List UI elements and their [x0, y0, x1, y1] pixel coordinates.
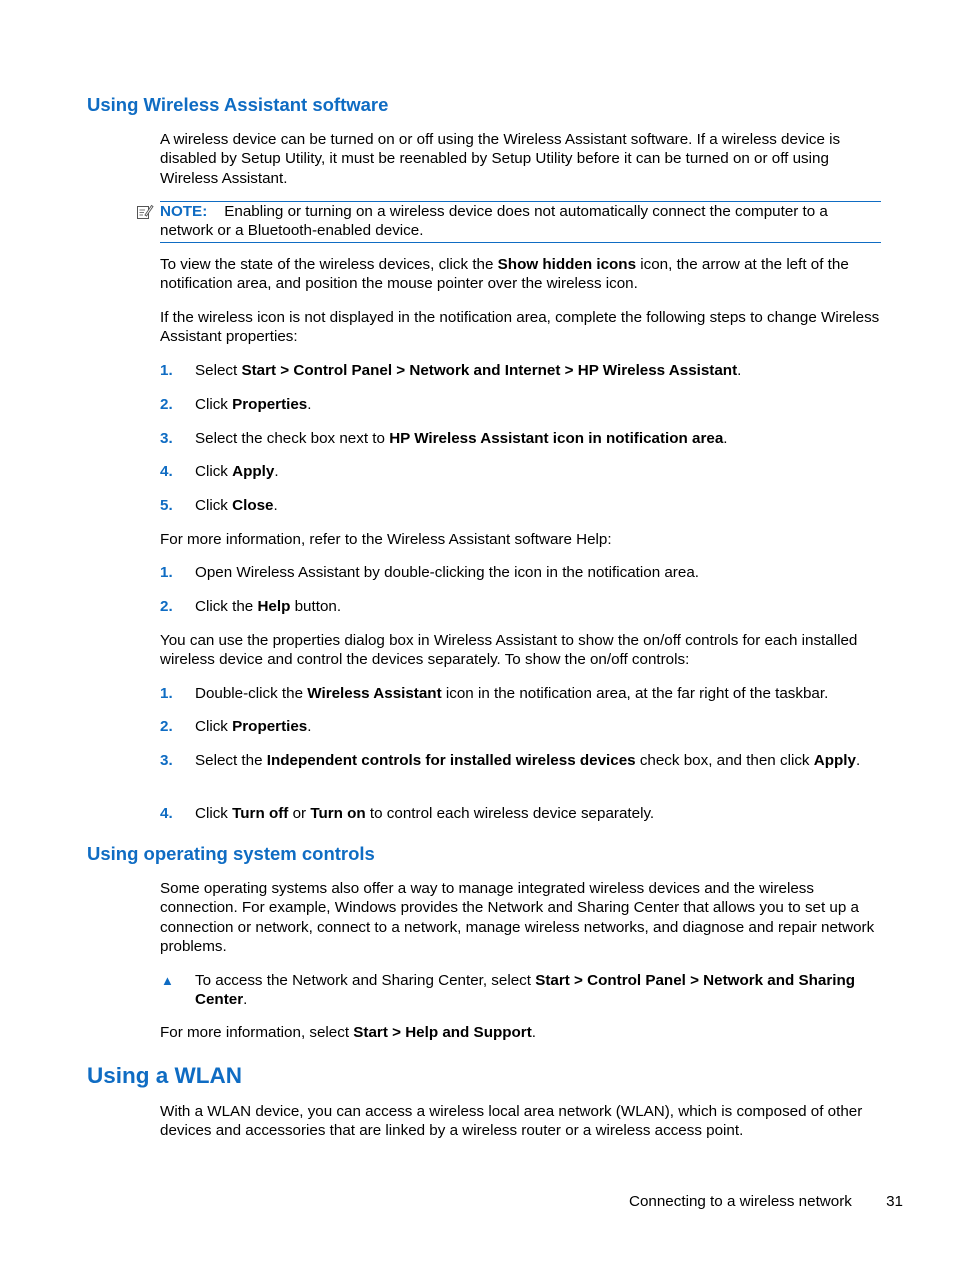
text-run: Click	[195, 805, 233, 822]
paragraph-view-state	[160, 255, 885, 294]
step-text	[195, 804, 885, 823]
text-run: For more information, select	[160, 1024, 354, 1041]
step-number: 2.	[160, 598, 173, 615]
section-heading-wireless-assistant: Using Wireless Assistant software	[87, 94, 389, 115]
bold-text: Independent controls for installed wireless devices	[266, 752, 636, 769]
step-text	[195, 429, 885, 448]
step-number: 1.	[160, 362, 173, 379]
triangle-bullet-icon: ▲	[161, 973, 174, 988]
step-number: 2.	[160, 718, 173, 735]
text-run: Click	[195, 718, 233, 735]
step-number: 3.	[160, 752, 173, 769]
paragraph-help-support	[160, 1023, 885, 1042]
bullet-network-sharing	[195, 971, 885, 1010]
step-text	[195, 597, 885, 616]
section-heading-os-controls: Using operating system controls	[87, 843, 375, 864]
page-number: 31	[886, 1193, 903, 1210]
step-number: 4.	[160, 805, 173, 822]
text-run: Select	[195, 362, 242, 379]
text-run: .	[307, 396, 312, 413]
step-text	[195, 395, 885, 414]
paragraph-more-info: For more information, refer to the Wireless Assistant software Help:	[160, 531, 612, 548]
text-run: Click	[195, 463, 233, 480]
text-run: To access the Network and Sharing Center, select	[195, 972, 536, 989]
note-content	[160, 202, 881, 241]
section-heading-wlan: Using a WLAN	[87, 1063, 242, 1088]
intro-paragraph: A wireless device can be turned on or off using the Wireless Assistant software. If a wireless device is disabled by Setup Utility, it must be reenabled by Setup Utility before it can be turned on or off using Wireless Assistant.	[160, 131, 841, 187]
bold-text: Apply	[813, 752, 856, 769]
text-run: icon in the notification area, at the far right of the taskbar.	[441, 685, 829, 702]
step-text	[195, 717, 885, 736]
step-text	[195, 751, 885, 770]
bold-text: Apply	[232, 463, 275, 480]
text-run: .	[737, 362, 742, 379]
wlan-intro: With a WLAN device, you can access a wireless local area network (WLAN), which is composed of other devices and accessories that are linked by a wireless router or a wireless access point.	[160, 1103, 863, 1140]
step-number: 5.	[160, 497, 173, 514]
bold-text: Properties	[232, 396, 308, 413]
step-text	[195, 462, 885, 481]
bold-text: Help	[257, 598, 291, 615]
text-run: Open Wireless Assistant by double-clicking the icon in the notification area.	[195, 564, 699, 581]
text-run: .	[723, 430, 728, 447]
text-run: .	[855, 752, 861, 769]
note-text: Enabling or turning on a wireless device does not automatically connect the computer to a network or a Bluetooth-enabled device.	[160, 203, 828, 240]
bold-text: Close	[232, 497, 274, 514]
paragraph-not-displayed: If the wireless icon is not displayed in the notification area, complete the following steps to change Wireless Assistant properties:	[160, 309, 880, 346]
step-text	[195, 684, 885, 703]
paragraph-properties-dialog: You can use the properties dialog box in Wireless Assistant to show the on/off controls for each installed wireless device and control the devices separately. To show the on/off controls:	[160, 632, 858, 669]
step-number: 3.	[160, 430, 173, 447]
bold-text: Wireless Assistant	[307, 685, 442, 702]
text-run: button.	[290, 598, 342, 615]
text-run: Select the check box next to	[195, 430, 390, 447]
step-text	[195, 496, 885, 515]
text-run: .	[274, 463, 279, 480]
text-run: icon, the arrow at the left of the notification area, and position the mouse pointer over the wireless icon.	[160, 256, 849, 293]
bold-text: Turn off	[232, 805, 289, 822]
text-run: Click	[195, 396, 233, 413]
step-number: 1.	[160, 685, 173, 702]
bold-text-path: Start > Control Panel > Network and Sharing Center	[195, 972, 856, 1009]
step-number: 4.	[160, 463, 173, 480]
bold-text: Turn on	[310, 805, 366, 822]
text-run: .	[243, 991, 248, 1009]
text-run: Click the	[195, 598, 258, 615]
text-run: .	[273, 497, 278, 514]
text-run: To view the state of the wireless devices, click the	[160, 256, 498, 273]
text-run: Double-click the	[195, 685, 308, 702]
text-run: Click	[195, 497, 233, 514]
text-run: check box, and then click	[635, 752, 814, 769]
text-run: .	[307, 718, 312, 735]
bold-text-show-hidden-icons: Show hidden icons	[497, 256, 637, 273]
text-run: or	[288, 805, 311, 822]
bold-text: HP Wireless Assistant icon in notification area	[389, 430, 724, 447]
text-run: Select the	[195, 752, 267, 769]
text-run: .	[531, 1024, 536, 1041]
step-text	[195, 563, 885, 582]
step-number: 2.	[160, 396, 173, 413]
bold-text: Properties	[232, 718, 308, 735]
step-number: 1.	[160, 564, 173, 581]
note-pencil-icon	[136, 203, 154, 221]
step-text	[195, 361, 885, 380]
page-footer	[629, 1192, 903, 1211]
note-label: NOTE:	[160, 203, 208, 220]
note-box	[160, 201, 881, 243]
text-run: to control each wireless device separately.	[365, 805, 655, 822]
os-controls-intro: Some operating systems also offer a way to manage integrated wireless devices and the wireless connection. For example, Windows provides the Network and Sharing Center that allows you to set up a connection or network, connect to a network, manage wireless networks, and diagnose and repair network problems.	[160, 880, 875, 956]
bold-text-help-support: Start > Help and Support	[353, 1024, 532, 1041]
footer-title: Connecting to a wireless network	[629, 1193, 852, 1210]
bold-text: Start > Control Panel > Network and Internet > HP Wireless Assistant	[241, 362, 738, 379]
